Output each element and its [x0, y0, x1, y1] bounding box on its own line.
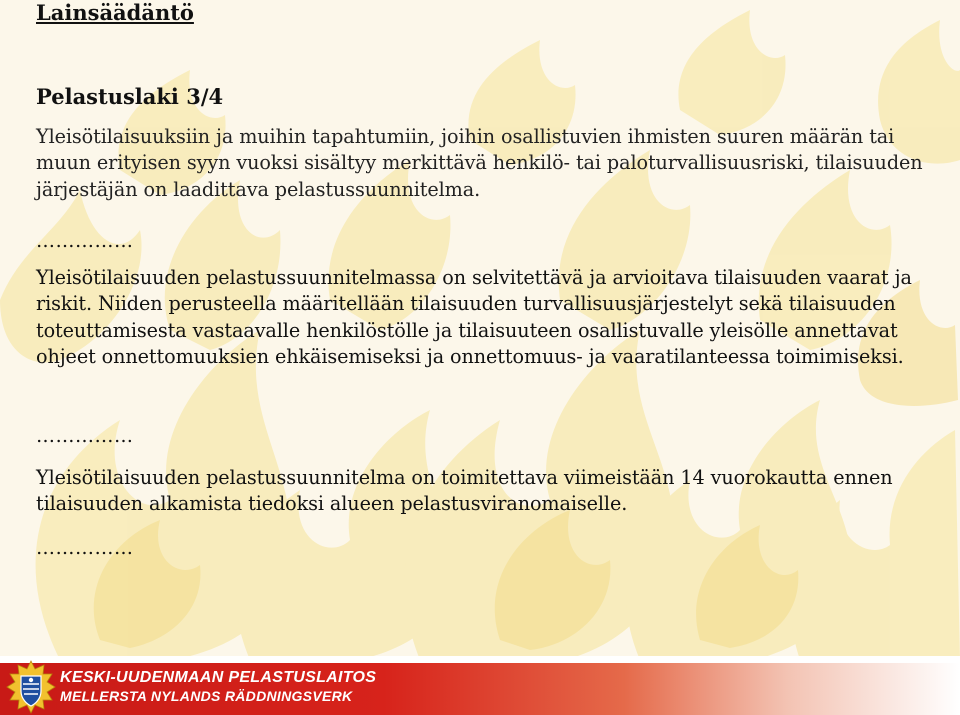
law-heading: Pelastuslaki 3/4	[36, 84, 224, 109]
paragraph-1: Yleisötilaisuuksiin ja muihin tapahtumiin, joihin osallistuvien ihmisten suuren määrän tai muun erityisen syyn vuoksi sisältyy merkittävä henkilö- tai paloturvallisuusriski, tilaisuuden järjestäjän on laadittava pelastussuunnitelma.	[36, 125, 923, 201]
paragraph-2: Yleisötilaisuuden pelastussuunnitelmassa on selvitettävä ja arvioitava tilaisuuden vaarat ja riskit. Niiden perusteella määritellään tilaisuuden turvallisuusjärjestelyt sekä tilaisuuden toteuttamisesta vastaavalle henkilöstölle ja tilaisuuteen osallistuvalle yleisölle annettavat ohjeet onnettomuuksien ehkäisemiseksi ja onnettomuus- ja vaaratilanteessa toimimiseksi.	[36, 266, 912, 368]
ellipsis-separator: ……………	[36, 230, 134, 252]
flame-shape	[678, 10, 785, 135]
organization-name-fi: KESKI-UUDENMAAN PELASTUSLAITOS	[60, 669, 377, 686]
ellipsis-separator: ……………	[36, 537, 134, 559]
ellipsis-separator: ……………	[36, 425, 134, 447]
rescue-department-emblem-icon	[4, 660, 58, 714]
paragraph-3: Yleisötilaisuuden pelastussuunnitelma on toimitettava viimeistään 14 vuorokautta ennen tilaisuuden alkamista tiedoksi alueen pelastusviranomaiselle.	[36, 466, 893, 516]
slide-title: Lainsäädäntö	[36, 0, 194, 25]
organization-name-sv: MELLERSTA NYLANDS RÄDDNINGSVERK	[60, 688, 353, 704]
